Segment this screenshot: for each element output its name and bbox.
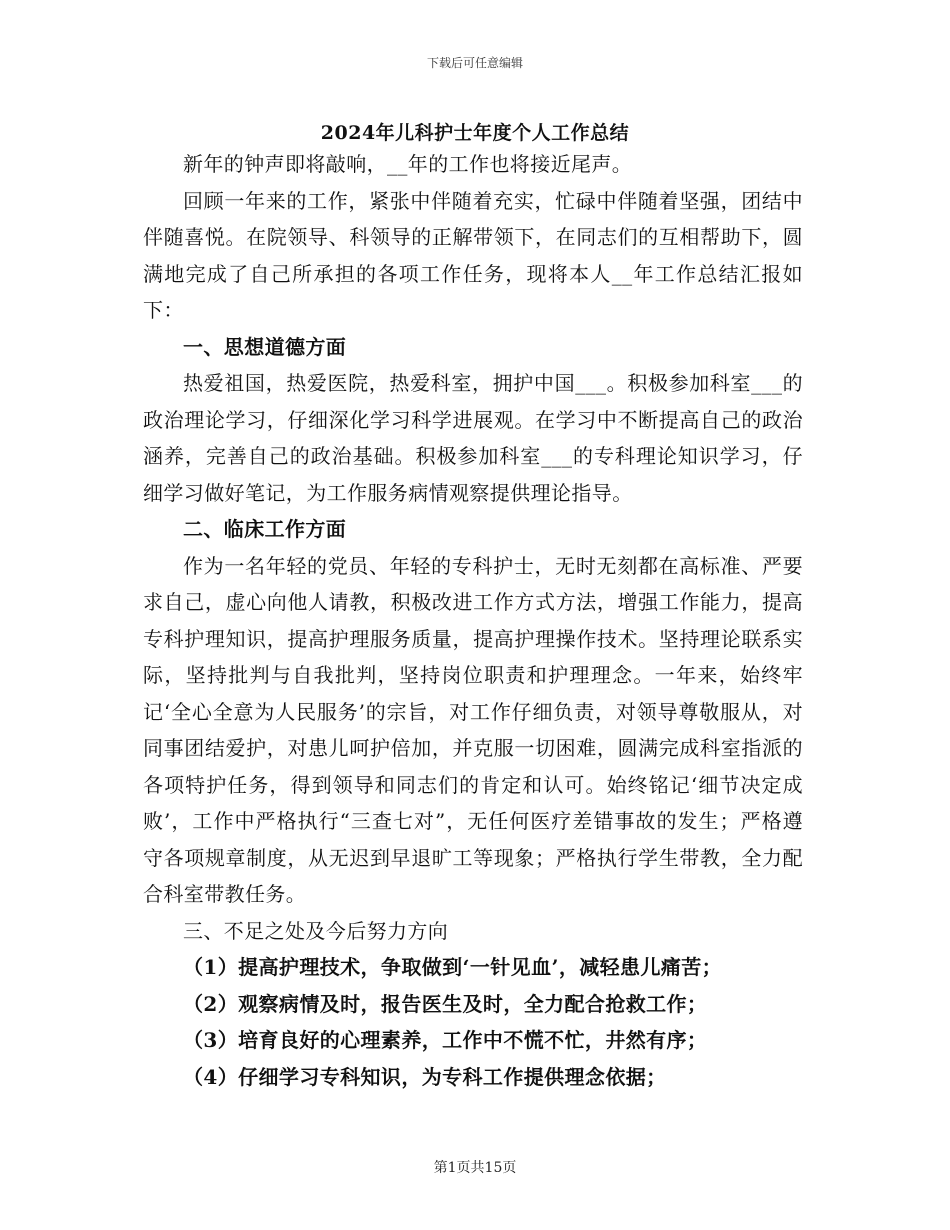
list-item: （2）观察病情及时，报告医生及时，全力配合抢救工作； <box>183 991 708 1016</box>
document-title: 2024年儿科护士年度个人工作总结 <box>320 122 630 144</box>
section-1-heading: 一、思想道德方面 <box>183 334 347 359</box>
document-body <box>143 146 803 1095</box>
list-item: （3）培育良好的心理素养，工作中不慌不忙，井然有序； <box>183 1028 708 1052</box>
section-2-heading: 二、临床工作方面 <box>183 517 347 541</box>
list-item: （4）仔细学习专科知识，为专科工作提供理念依据； <box>183 1064 667 1089</box>
intro-paragraph-2: 回顾一年来的工作，紧张中伴随着充实，忙碌中伴随着坚强，团结中伴随喜悦。在院领导、科领导的正解带领下，在同志们的互相帮助下，圆满地完成了自己所承担的各项工作任务，现将本人__年工作总结汇报如下： <box>143 188 803 322</box>
section-1-body: 热爱祖国，热爱医院，热爱科室，拥护中国___。积极参加科室___的政治理论学习，仔细深化学习科学进展观。在学习中不断提高自己的政治涵养，完善自己的政治基础。积极参加科室___的专科理论知识学习，仔细学习做好笔记，为工作服务病情观察提供理论指导。 <box>143 371 803 505</box>
section-3-heading: 三、不足之处及今后努力方向 <box>183 918 449 943</box>
header-note: 下载后可任意编辑 <box>426 56 523 70</box>
list-item: （1）提高护理技术，争取做到‘一针见血’，减轻患儿痛苦； <box>183 955 723 979</box>
intro-paragraph-1: 新年的钟声即将敲响，__年的工作也将接近尾声。 <box>183 152 633 176</box>
page-footer: 第1页共15页 <box>433 1160 517 1176</box>
section-2-body: 作为一名年轻的党员、年轻的专科护士，无时无刻都在高标准、严要求自己，虚心向他人请教，积极改进工作方式方法，增强工作能力，提高专科护理知识，提高护理服务质量，提高护理操作技术。坚持理论联系实际，坚持批判与自我批判，坚持岗位职责和护理理念。一年来，始终牢记‘全心全意为人民服务’的宗旨，对工作仔细负责，对领导尊敬服从，对同事团结爱护，对患儿呵护倍加，并克服一切困难，圆满完成科室指派的各项特护任务，得到领导和同志们的肯定和认可。始终铭记‘细节决定成败’，工作中严格执行“三查七对”，无任何医疗差错事故的发生；严格遵守各项规章制度，从无迟到早退旷工等现象；严格执行学生带教，全力配合科室带教任务。 <box>143 553 803 906</box>
